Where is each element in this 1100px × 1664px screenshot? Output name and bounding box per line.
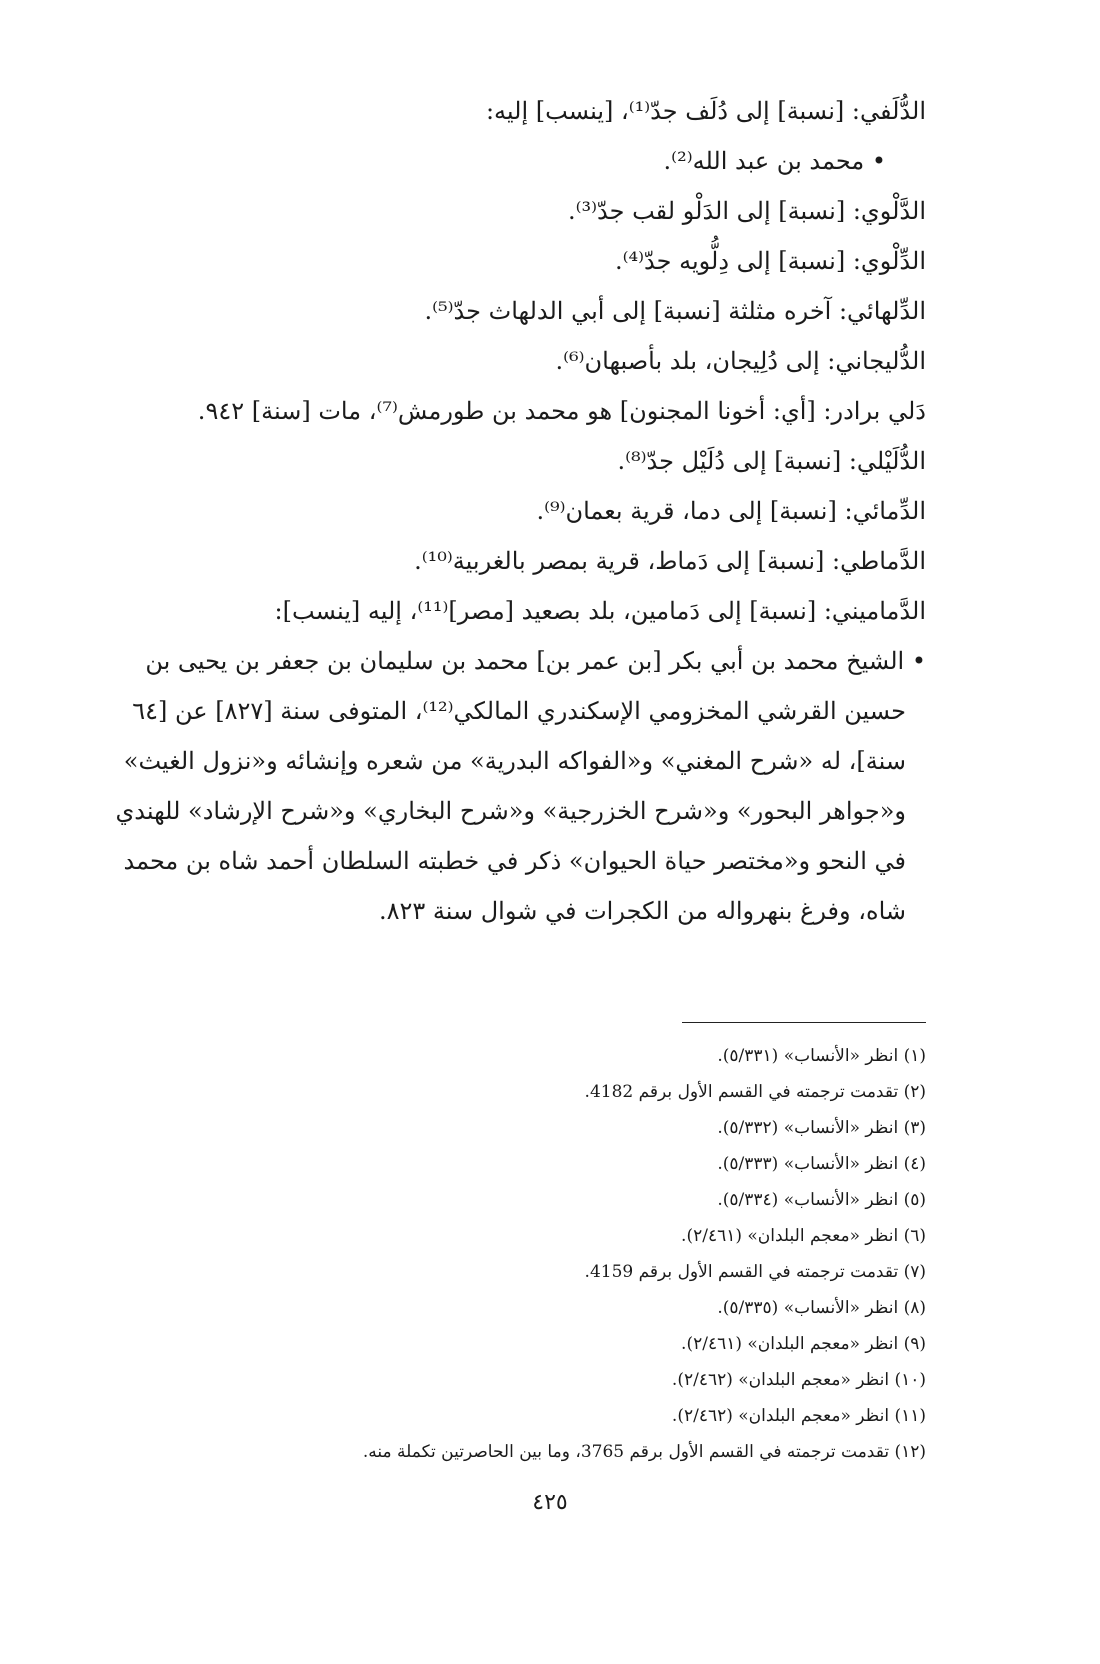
footnote-2: (٢) تقدمت ترجمته في القسم الأول برقم 4182. (584, 1082, 926, 1102)
entry-dulijani: الدُّليجاني: إلى دُلِيجان، بلد بأصبهان⁽⁶⁾. (555, 347, 926, 375)
footnote-3: (٣) انظر «الأنساب» (٥/٣٣٢). (717, 1118, 926, 1138)
page-number: ٤٢٥ (532, 1490, 568, 1515)
footnote-8: (٨) انظر «الأنساب» (٥/٣٣٥). (717, 1298, 926, 1318)
footnote-12: (١٢) تقدمت ترجمته في القسم الأول برقم 3765، وما بين الحاصرتين تكملة منه. (362, 1442, 926, 1462)
footnote-9: (٩) انظر «معجم البلدان» (٢/٤٦١). (681, 1334, 926, 1354)
bio-paragraph-line: سنة]، له «شرح المغني» و«الفواكه البدرية» من شعره وإنشائه و«نزول الغيث» (123, 747, 906, 775)
entry-dalwi: الدَّلْوي: [نسبة] إلى الدَلْو لقب جدّ⁽³⁾. (567, 197, 926, 225)
footnote-1: (١) انظر «الأنساب» (٥/٣٣١). (717, 1046, 926, 1066)
bio-paragraph-line: • الشيخ محمد بن أبي بكر [بن عمر بن] محمد بن سليمان بن جعفر بن يحيى بن (145, 647, 926, 675)
footnote-5: (٥) انظر «الأنساب» (٥/٣٣٤). (717, 1190, 926, 1210)
bio-paragraph-line: في النحو و«مختصر حياة الحيوان» ذكر في خطبته السلطان أحمد شاه بن محمد (123, 847, 906, 875)
footnote-6: (٦) انظر «معجم البلدان» (٢/٤٦١). (681, 1226, 926, 1246)
bio-paragraph-line: شاه، وفرغ بنهرواله من الكجرات في شوال سنة ٨٢٣. (378, 897, 906, 925)
footnote-11: (١١) انظر «معجم البلدان» (٢/٤٦٢). (671, 1406, 926, 1426)
footnotes (170, 1038, 926, 1470)
footnote-10: (١٠) انظر «معجم البلدان» (٢/٤٦٢). (671, 1370, 926, 1390)
bio-paragraph-line: حسين القرشي المخزومي الإسكندري المالكي⁽¹²⁾، المتوفى سنة [٨٢٧] عن [٦٤ (132, 697, 906, 725)
footnote-4: (٤) انظر «الأنساب» (٥/٣٣٣). (717, 1154, 926, 1174)
bio-paragraph-line: و«جواهر البحور» و«شرح الخزرجية» و«شرح البخاري» و«شرح الإرشاد» للهندي (115, 797, 906, 825)
entry-dimai: الدِّمائي: [نسبة] إلى دما، قرية بعمان⁽⁹⁾. (536, 497, 926, 525)
entry-dulafi: الدُّلَفي: [نسبة] إلى دُلَف جدّ⁽¹⁾، [ينسب] إليه: (485, 97, 926, 125)
entry-dali-biradar: دَلي برادر: [أي: أخونا المجنون] هو محمد بن طورمش⁽⁷⁾، مات [سنة] ٩٤٢. (197, 397, 926, 425)
entry-damati: الدَّماطي: [نسبة] إلى دَماط، قرية بمصر بالغربية⁽¹⁰⁾. (414, 547, 926, 575)
entry-damamini: الدَّماميني: [نسبة] إلى دَمامين، بلد بصعيد [مصر]⁽¹¹⁾، إليه [ينسب]: (274, 597, 926, 625)
entry-dilwi: الدِّلْوي: [نسبة] إلى دِلُّويه جدّ⁽⁴⁾. (614, 247, 926, 275)
main-text (115, 86, 926, 936)
footnote-separator (682, 1022, 926, 1023)
entry-dulafi-person: • محمد بن عبد الله⁽²⁾. (663, 147, 886, 175)
entry-dulayli: الدُّلَيْلي: [نسبة] إلى دُلَيْل جدّ⁽⁸⁾. (617, 447, 926, 475)
footnote-7: (٧) تقدمت ترجمته في القسم الأول برقم 4159. (584, 1262, 926, 1282)
entry-dilhaithi: الدِّلهائي: آخره مثلثة [نسبة] إلى أبي الدلهاث جدّ⁽⁵⁾. (424, 297, 926, 325)
